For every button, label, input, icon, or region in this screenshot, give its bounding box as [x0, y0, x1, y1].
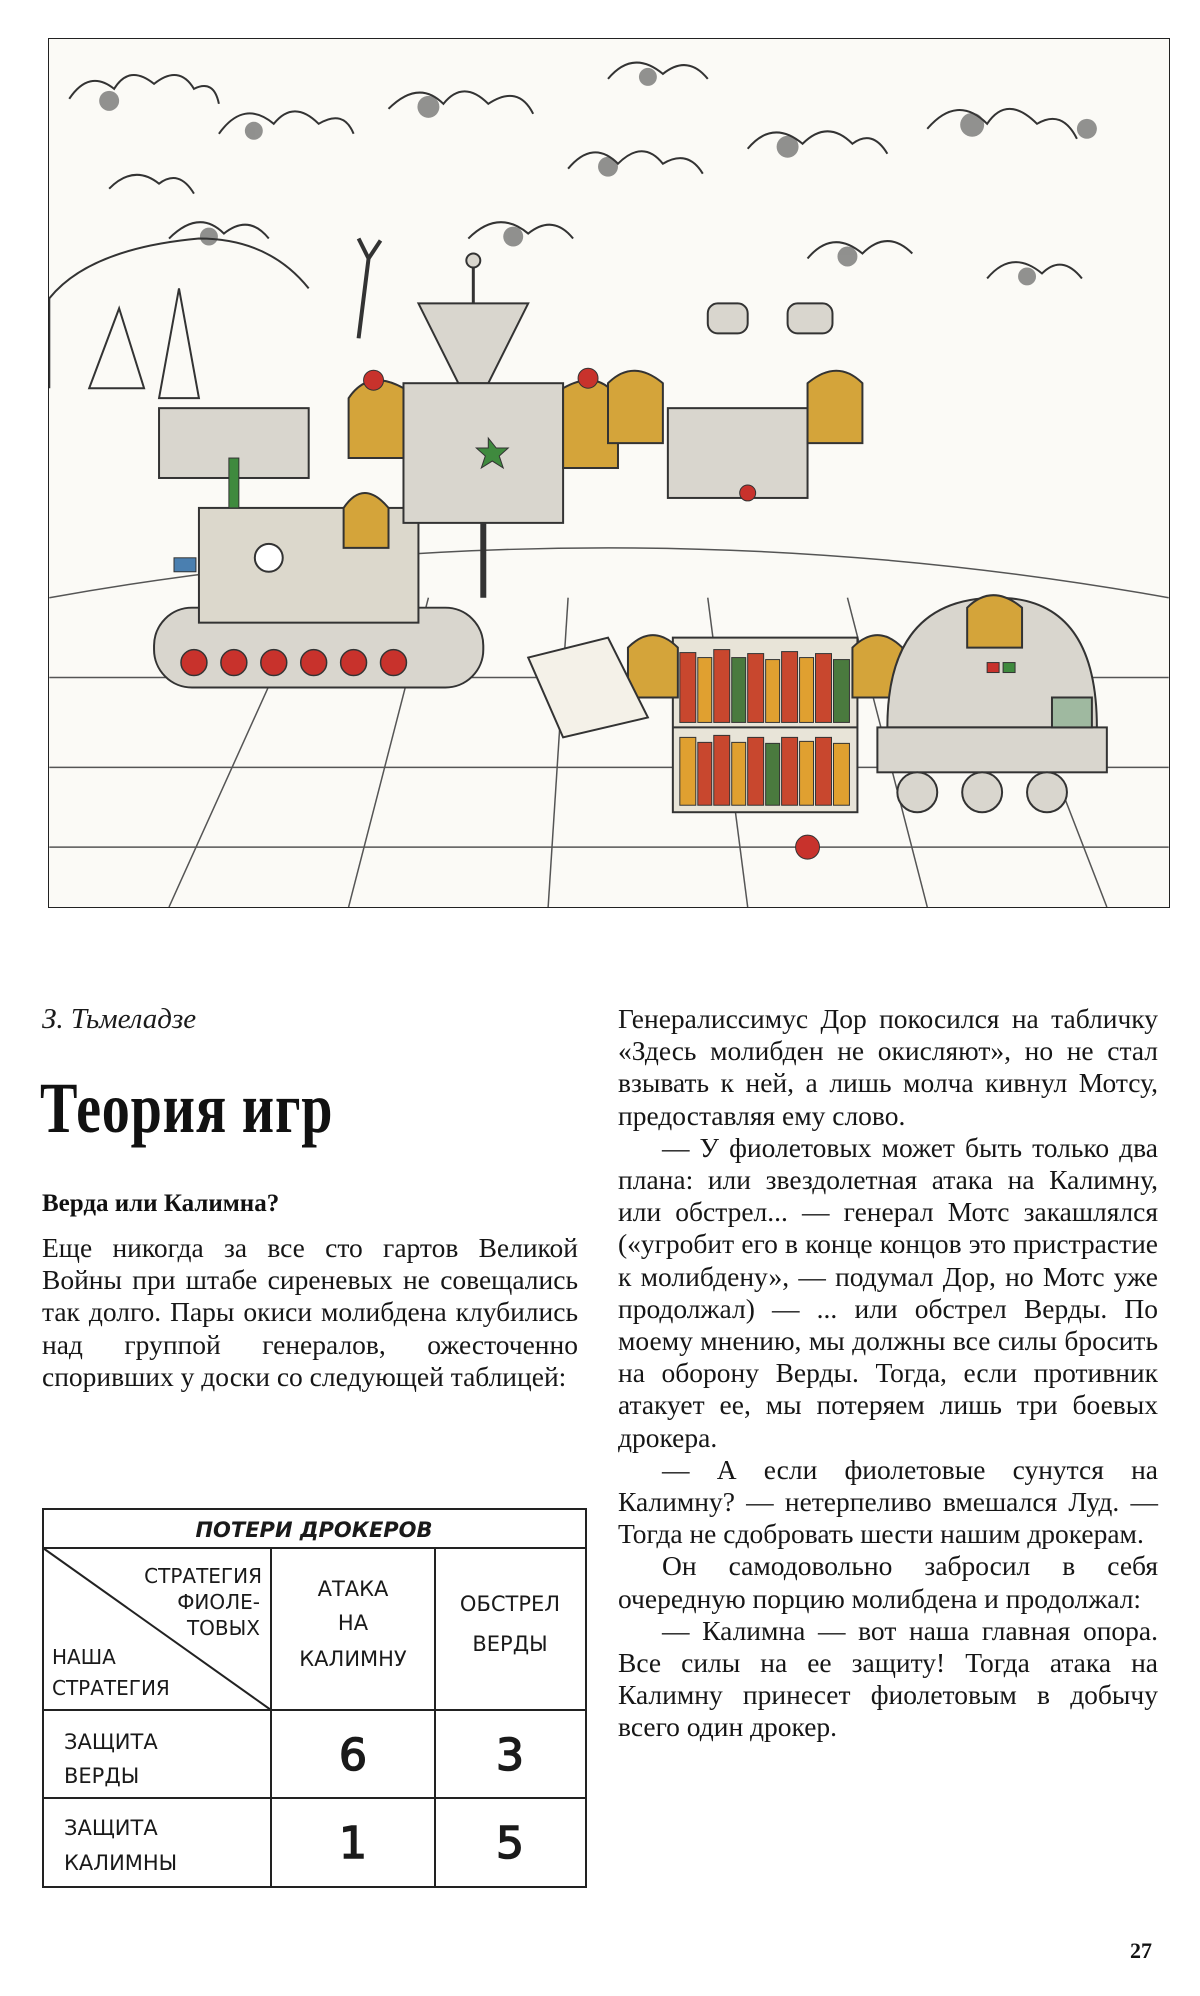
value-defend-verda-attack-kalimna: 6	[339, 1730, 367, 1781]
robots-illustration	[48, 38, 1170, 908]
losses-table	[42, 1508, 587, 1888]
intro-text: Еще никогда за все сто гартов Великой Войны при штабе сиреневых не совещались так долго. Пары окиси молибдена клубились над группой генералов, ожесточенно споривших у доски со следующей таблицей:	[42, 1232, 578, 1392]
bookcase-robot	[608, 303, 902, 859]
col1-line-3: КАЛИМНУ	[299, 1647, 407, 1671]
row2-line-1: ЗАЩИТА	[64, 1816, 158, 1840]
row2-line-2: КАЛИМНЫ	[64, 1851, 178, 1875]
losses-table-drawing	[42, 1508, 587, 1888]
value-defend-kalimna-attack-kalimna: 1	[339, 1818, 367, 1869]
table-title: ПОТЕРИ ДРОКЕРОВ	[195, 1518, 433, 1542]
corner-bottom-line-1: НАША	[52, 1645, 116, 1669]
paragraph-3: — А если фиолетовые сунутся на Калимну? — нетерпеливо вмешался Луд. — Тогда не сдобровать шести нашим дрокерам.	[618, 1453, 1158, 1550]
corner-top-line-1: СТРАТЕГИЯ	[144, 1564, 262, 1588]
right-column-text	[618, 1003, 1158, 1744]
smoke-shading	[99, 68, 1097, 285]
paragraph-5: — Калимна — вот наша главная опора. Все силы на ее защиту! Тогда атака на Калимну принесет фиолетовым в добычу всего один дрокер.	[618, 1614, 1158, 1743]
value-defend-verda-shell-verda: 3	[496, 1730, 524, 1781]
col1-line-1: АТАКА	[317, 1577, 389, 1601]
intro-paragraph	[42, 1232, 578, 1393]
page-number: 27	[1130, 1938, 1152, 1963]
row1-line-1: ЗАЩИТА	[64, 1730, 158, 1754]
col2-line-2: ВЕРДЫ	[472, 1632, 548, 1656]
window-arch	[49, 239, 308, 399]
corner-top-line-2: ФИОЛЕ-	[177, 1590, 260, 1614]
col2-line-1: ОБСТРЕЛ	[459, 1592, 561, 1616]
paragraph-1: Генералиссимус Дор покосился на табличку «Здесь молибден не окисляют», но не стал взывать к ней, а лишь молча кивнул Мотсу, предоставляя ему слово.	[618, 1003, 1158, 1131]
paragraph-4: Он самодовольно забросил в себя очередную порцию молибдена и продолжал:	[618, 1550, 1158, 1614]
section-subtitle: Верда или Калимна?	[42, 1190, 280, 1217]
paragraph-2: — У фиолетовых может быть только два плана: или звездолетная атака на Калимну, или обстрел... — генерал Мотс закашлялся («угробит его в конце концов это пристрастие к молибдену», — подумал Дор, но Мотс уже продолжал) — ... или обстрел Верды. По моему мнению, мы должны все силы бросить на оборону Верды. Тогда, если противник атакует ее, мы потеряем лишь три боевых дрокера.	[618, 1131, 1158, 1453]
article-author: З. Тьмеладзе	[42, 1003, 197, 1035]
smoke-clouds	[69, 63, 1082, 279]
corner-top-line-3: ТОВЫХ	[186, 1616, 260, 1640]
illustration-drawing	[49, 39, 1169, 907]
corner-bottom-line-2: СТРАТЕГИЯ	[52, 1676, 170, 1700]
row1-line-2: ВЕРДЫ	[64, 1764, 140, 1788]
article-title: Теория игр	[40, 1068, 334, 1148]
col1-line-2: НА	[337, 1611, 369, 1635]
dome-robot	[877, 595, 1106, 812]
value-defend-kalimna-shell-verda: 5	[496, 1818, 524, 1869]
